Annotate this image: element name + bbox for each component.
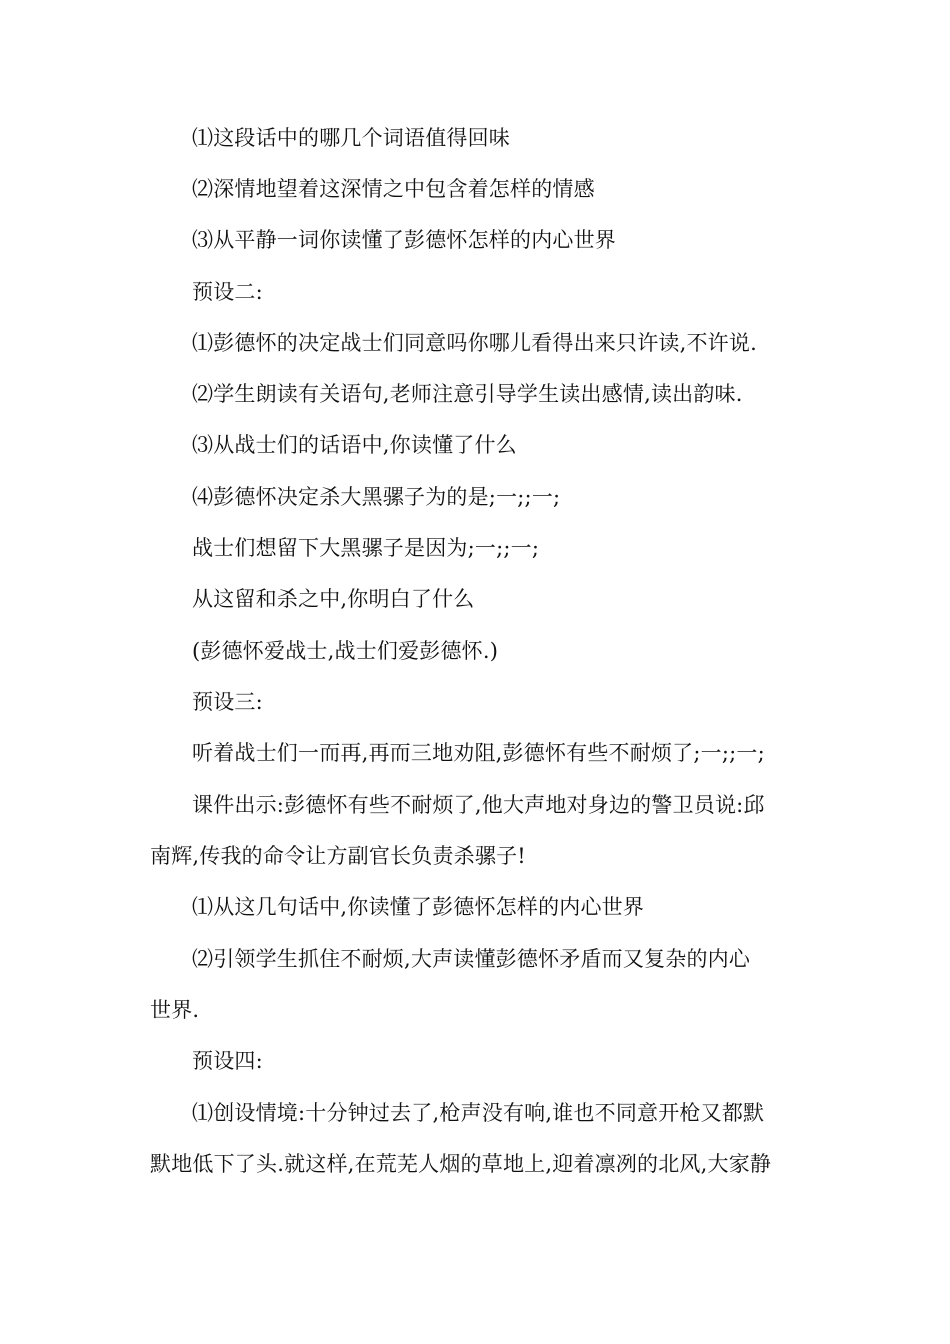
paragraph-line: ⑷彭德怀决定杀大黑骡子为的是;一;;一; <box>192 485 561 509</box>
paragraph-line: ⑵引领学生抓住不耐烦,大声读懂彭德怀矛盾而又复杂的内心 <box>192 947 751 971</box>
paragraph-line: ⑴创设情境:十分钟过去了,枪声没有响,谁也不同意开枪又都默 <box>192 1101 765 1125</box>
paragraph-line: ⑴从这几句话中,你读懂了彭德怀怎样的内心世界 <box>192 895 645 919</box>
section-heading: 预设三: <box>192 690 263 714</box>
section-heading: 预设二: <box>192 280 263 304</box>
paragraph-line: (彭德怀爱战士,战士们爱彭德怀.) <box>192 639 499 663</box>
paragraph-line: ⑵深情地望着这深情之中包含着怎样的情感 <box>192 177 595 201</box>
paragraph-line: 从这留和杀之中,你明白了什么 <box>192 587 475 611</box>
paragraph-line: 课件出示:彭德怀有些不耐烦了,他大声地对身边的警卫员说:邱 <box>192 793 765 817</box>
paragraph-line: 世界. <box>150 998 200 1022</box>
paragraph-line: ⑵学生朗读有关语句,老师注意引导学生读出感情,读出韵味. <box>192 382 743 406</box>
paragraph-line: ⑶从战士们的话语中,你读懂了什么 <box>192 433 517 457</box>
paragraph-line: ⑴这段话中的哪几个词语值得回味 <box>192 126 510 150</box>
paragraph-line: 听着战士们一而再,再而三地劝阻,彭德怀有些不耐烦了;一;;一; <box>192 741 765 765</box>
section-heading: 预设四: <box>192 1049 263 1073</box>
paragraph-line: 默地低下了头.就这样,在荒芜人烟的草地上,迎着凛冽的北风,大家静 <box>150 1152 772 1176</box>
paragraph-line: ⑴彭德怀的决定战士们同意吗你哪儿看得出来只许读,不许说. <box>192 331 757 355</box>
paragraph-line: ⑶从平静一词你读懂了彭德怀怎样的内心世界 <box>192 228 616 252</box>
paragraph-line: 南辉,传我的命令让方副官长负责杀骡子! <box>150 844 526 868</box>
paragraph-line: 战士们想留下大黑骡子是因为;一;;一; <box>192 536 540 560</box>
